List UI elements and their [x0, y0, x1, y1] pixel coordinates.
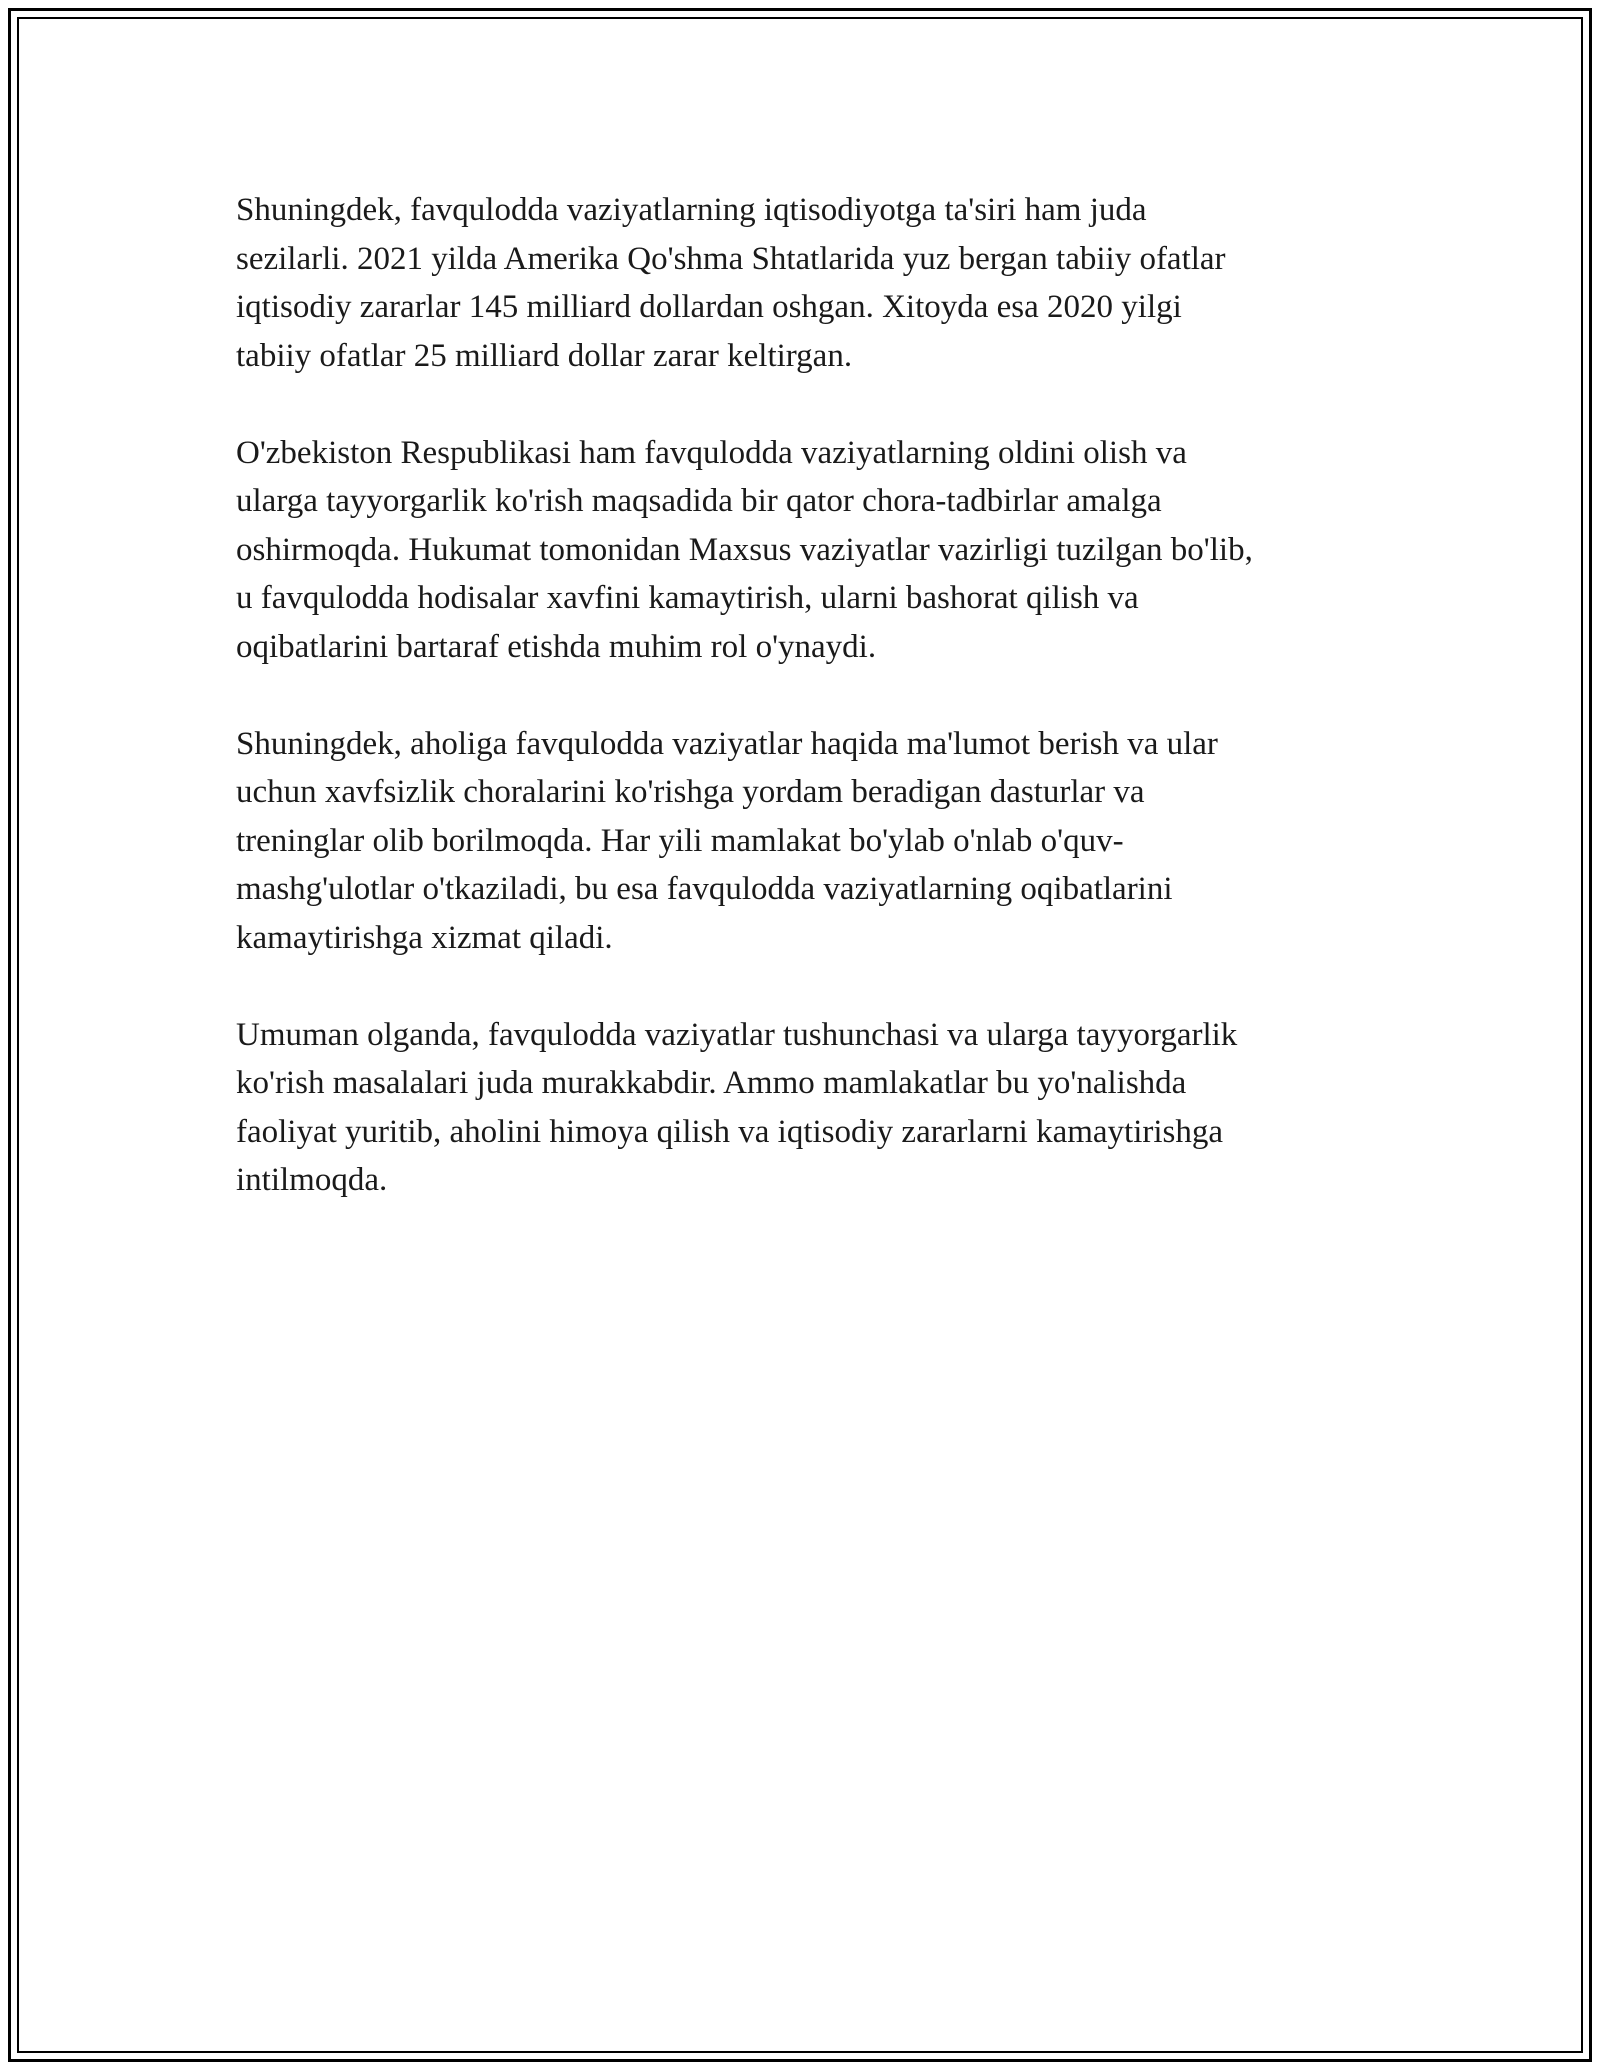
text-line: O'zbekiston Respublikasi ham favqulodda vaziyatlarning oldini olish va: [236, 434, 1187, 471]
paragraph-1: [236, 186, 1396, 380]
text-line: u favqulodda hodisalar xavfini kamaytirish, ularni bashorat qilish va: [236, 580, 1139, 616]
text-line: Umuman olganda, favqulodda vaziyatlar tushunchasi va ularga tayyorgarlik: [236, 1016, 1238, 1053]
document-body: [236, 186, 1396, 1253]
text-line: treninglar olib borilmoqda. Har yili mamlakat bo'ylab o'nlab o'quv-: [236, 822, 1124, 859]
text-line: ularga tayyorgarlik ko'rish maqsadida bir qator chora-tadbirlar amalga: [236, 483, 1162, 519]
text-line: intilmoqda.: [236, 1162, 388, 1198]
text-line: tabiiy ofatlar 25 milliard dollar zarar keltirgan.: [236, 337, 853, 374]
text-line: sezilarli. 2021 yilda Amerika Qo'shma Shtatlarida yuz bergan tabiiy ofatlar: [236, 240, 1226, 277]
text-line: faoliyat yuritib, aholini himoya qilish va iqtisodiy zararlarni kamaytirishga: [236, 1113, 1224, 1150]
paragraph-2: [236, 429, 1396, 672]
text-line: oqibatlarini bartaraf etishda muhim rol o'ynaydi.: [236, 628, 877, 665]
text-line: Shuningdek, favqulodda vaziyatlarning iqtisodiyotga ta'siri ham juda: [236, 192, 1147, 228]
text-line: mashg'ulotlar o'tkaziladi, bu esa favqulodda vaziyatlarning oqibatlarini: [236, 871, 1173, 907]
text-line: kamaytirishga xizmat qiladi.: [236, 919, 613, 956]
text-line: oshirmoqda. Hukumat tomonidan Maxsus vaziyatlar vazirligi tuzilgan bo'lib,: [236, 531, 1253, 568]
text-line: iqtisodiy zararlar 145 milliard dollardan oshgan. Xitoyda esa 2020 yilgi: [236, 289, 1182, 325]
text-line: Shuningdek, aholiga favqulodda vaziyatlar haqida ma'lumot berish va ular: [236, 725, 1218, 762]
text-line: uchun xavfsizlik choralarini ko'rishga yordam beradigan dasturlar va: [236, 774, 1145, 810]
paragraph-3: [236, 720, 1396, 963]
paragraph-4: [236, 1011, 1396, 1205]
text-line: ko'rish masalalari juda murakkabdir. Ammo mamlakatlar bu yo'nalishda: [236, 1065, 1187, 1101]
